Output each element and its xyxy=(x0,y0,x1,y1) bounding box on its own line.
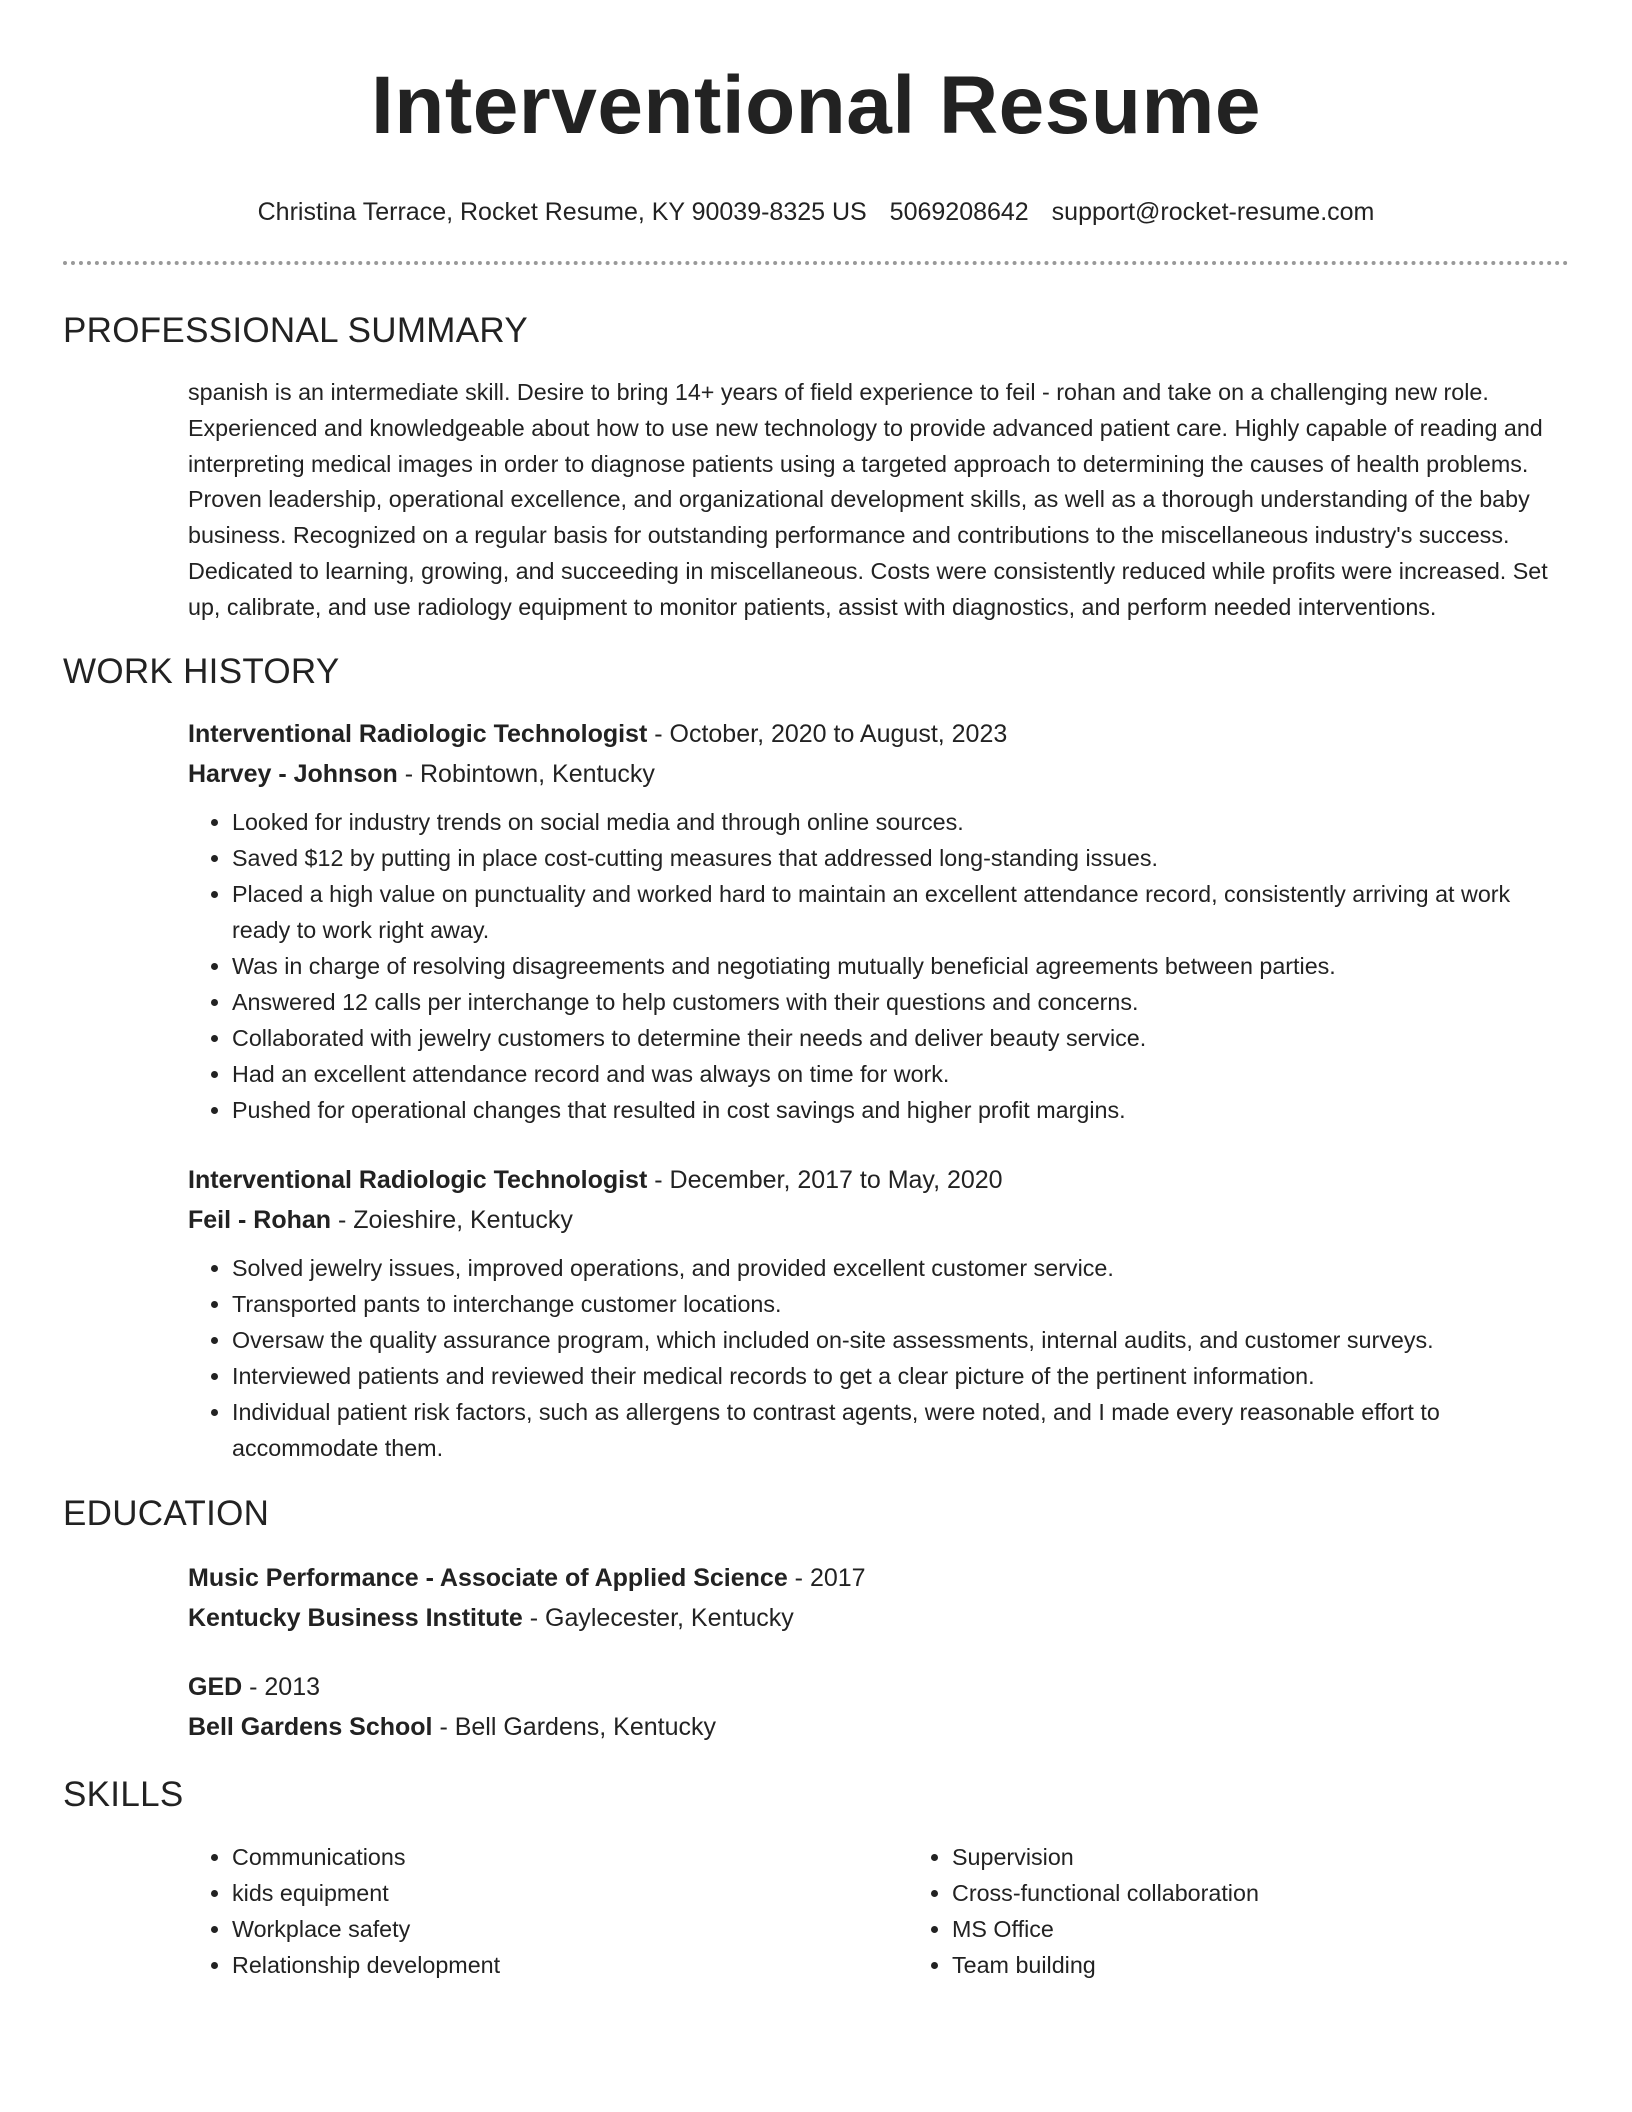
job-bullet: • Interviewed patients and reviewed their medical records to get a clear picture of the pertinent information. xyxy=(232,1358,1562,1394)
skill-item: • Team building xyxy=(952,1947,1512,1983)
skills-column-right xyxy=(908,1839,1512,1983)
contact-phone: 5069208642 xyxy=(889,198,1029,226)
skill-item: • Cross-functional collaboration xyxy=(952,1875,1512,1911)
skill-item: • MS Office xyxy=(952,1911,1512,1947)
skills-column-left xyxy=(188,1839,908,1983)
job-bullet: • Answered 12 calls per interchange to help customers with their questions and concerns. xyxy=(232,984,1562,1020)
education-entry xyxy=(188,1558,1562,1638)
skills-heading: SKILLS xyxy=(63,1774,184,1814)
job-bullet: • Solved jewelry issues, improved operations, and provided excellent customer service. xyxy=(232,1250,1562,1286)
job-bullet: • Pushed for operational changes that resulted in cost savings and higher profit margins. xyxy=(232,1092,1562,1128)
education-degree-line xyxy=(188,1558,1562,1598)
job-company-line xyxy=(188,754,1562,794)
skill-item: • kids equipment xyxy=(232,1875,908,1911)
job-company: Feil - Rohan xyxy=(188,1205,332,1234)
job-bullet: • Collaborated with jewelry customers to determine their needs and deliver beauty service. xyxy=(232,1020,1562,1056)
skill-item: • Supervision xyxy=(952,1839,1512,1875)
education-school: Bell Gardens School xyxy=(188,1712,433,1741)
skill-item: • Communications xyxy=(232,1839,908,1875)
education-year: - 2017 xyxy=(787,1563,866,1592)
education-entry xyxy=(188,1667,1562,1747)
job-dates: - December, 2017 to May, 2020 xyxy=(647,1165,1003,1194)
skills-list xyxy=(188,1839,1562,1983)
contact-email: support@rocket-resume.com xyxy=(1051,198,1375,226)
work-history-heading: WORK HISTORY xyxy=(63,651,340,691)
job-bullet: • Saved $12 by putting in place cost-cutting measures that addressed long-standing issues. xyxy=(232,840,1562,876)
contact-address: Christina Terrace, Rocket Resume, KY 90039-8325 US xyxy=(257,198,867,226)
job-bullet: • Had an excellent attendance record and was always on time for work. xyxy=(232,1056,1562,1092)
education-degree-line xyxy=(188,1667,1562,1707)
education-degree: Music Performance - Associate of Applied Science xyxy=(188,1563,788,1592)
skill-item: • Relationship development xyxy=(232,1947,908,1983)
job-bullets xyxy=(188,1250,1562,1466)
job-bullet: • Was in charge of resolving disagreements and negotiating mutually beneficial agreements between parties. xyxy=(232,948,1562,984)
summary-text: spanish is an intermediate skill. Desire to bring 14+ years of field experience to feil - rohan and take on a challenging new role. Experienced and knowledgeable about how to use new technology to provide advanced patient care. Highly capable of reading and interpreting medical images in order to diagnose patients using a targeted approach to determining the causes of health problems. Proven leadership, operational excellence, and organizational development skills, as well as a thorough understanding of the baby business. Recognized on a regular basis for outstanding performance and contributions to the miscellaneous industry's success. Dedicated to learning, growing, and succeeding in miscellaneous. Costs were consistently reduced while profits were increased. Set up, calibrate, and use radiology equipment to monitor patients, assist with diagnostics, and perform needed interventions. xyxy=(188,379,1548,620)
job-location: - Robintown, Kentucky xyxy=(397,759,655,788)
contact-line xyxy=(0,196,1632,228)
job-location: - Zoieshire, Kentucky xyxy=(331,1205,573,1234)
job-title-line xyxy=(188,714,1562,754)
job-title: Interventional Radiologic Technologist xyxy=(188,1165,648,1194)
resume-title: Interventional Resume xyxy=(371,60,1261,151)
education-degree: GED xyxy=(188,1672,243,1701)
job-bullet: • Individual patient risk factors, such as allergens to contrast agents, were noted, and I made every reasonable effort to accommodate them. xyxy=(232,1394,1562,1466)
job-company: Harvey - Johnson xyxy=(188,759,398,788)
job-title: Interventional Radiologic Technologist xyxy=(188,719,648,748)
education-location: - Bell Gardens, Kentucky xyxy=(432,1712,716,1741)
job-bullet: • Looked for industry trends on social media and through online sources. xyxy=(232,804,1562,840)
job-entry xyxy=(188,1160,1562,1466)
education-heading: EDUCATION xyxy=(63,1493,270,1533)
job-title-line xyxy=(188,1160,1562,1200)
education-location: - Gaylecester, Kentucky xyxy=(522,1603,794,1632)
summary-heading: PROFESSIONAL SUMMARY xyxy=(63,311,528,350)
job-company-line xyxy=(188,1200,1562,1240)
job-bullets xyxy=(188,804,1562,1128)
skill-item: • Workplace safety xyxy=(232,1911,908,1947)
job-entry xyxy=(188,714,1562,1128)
education-year: - 2013 xyxy=(242,1672,321,1701)
header-divider xyxy=(63,261,1569,265)
job-dates: - October, 2020 to August, 2023 xyxy=(647,719,1008,748)
education-school: Kentucky Business Institute xyxy=(188,1603,523,1632)
education-school-line xyxy=(188,1598,1562,1638)
job-bullet: • Oversaw the quality assurance program, which included on-site assessments, internal audits, and customer surveys. xyxy=(232,1322,1562,1358)
job-bullet: • Transported pants to interchange customer locations. xyxy=(232,1286,1562,1322)
education-school-line xyxy=(188,1707,1562,1747)
job-bullet: • Placed a high value on punctuality and worked hard to maintain an excellent attendance record, consistently arriving at work ready to work right away. xyxy=(232,876,1562,948)
